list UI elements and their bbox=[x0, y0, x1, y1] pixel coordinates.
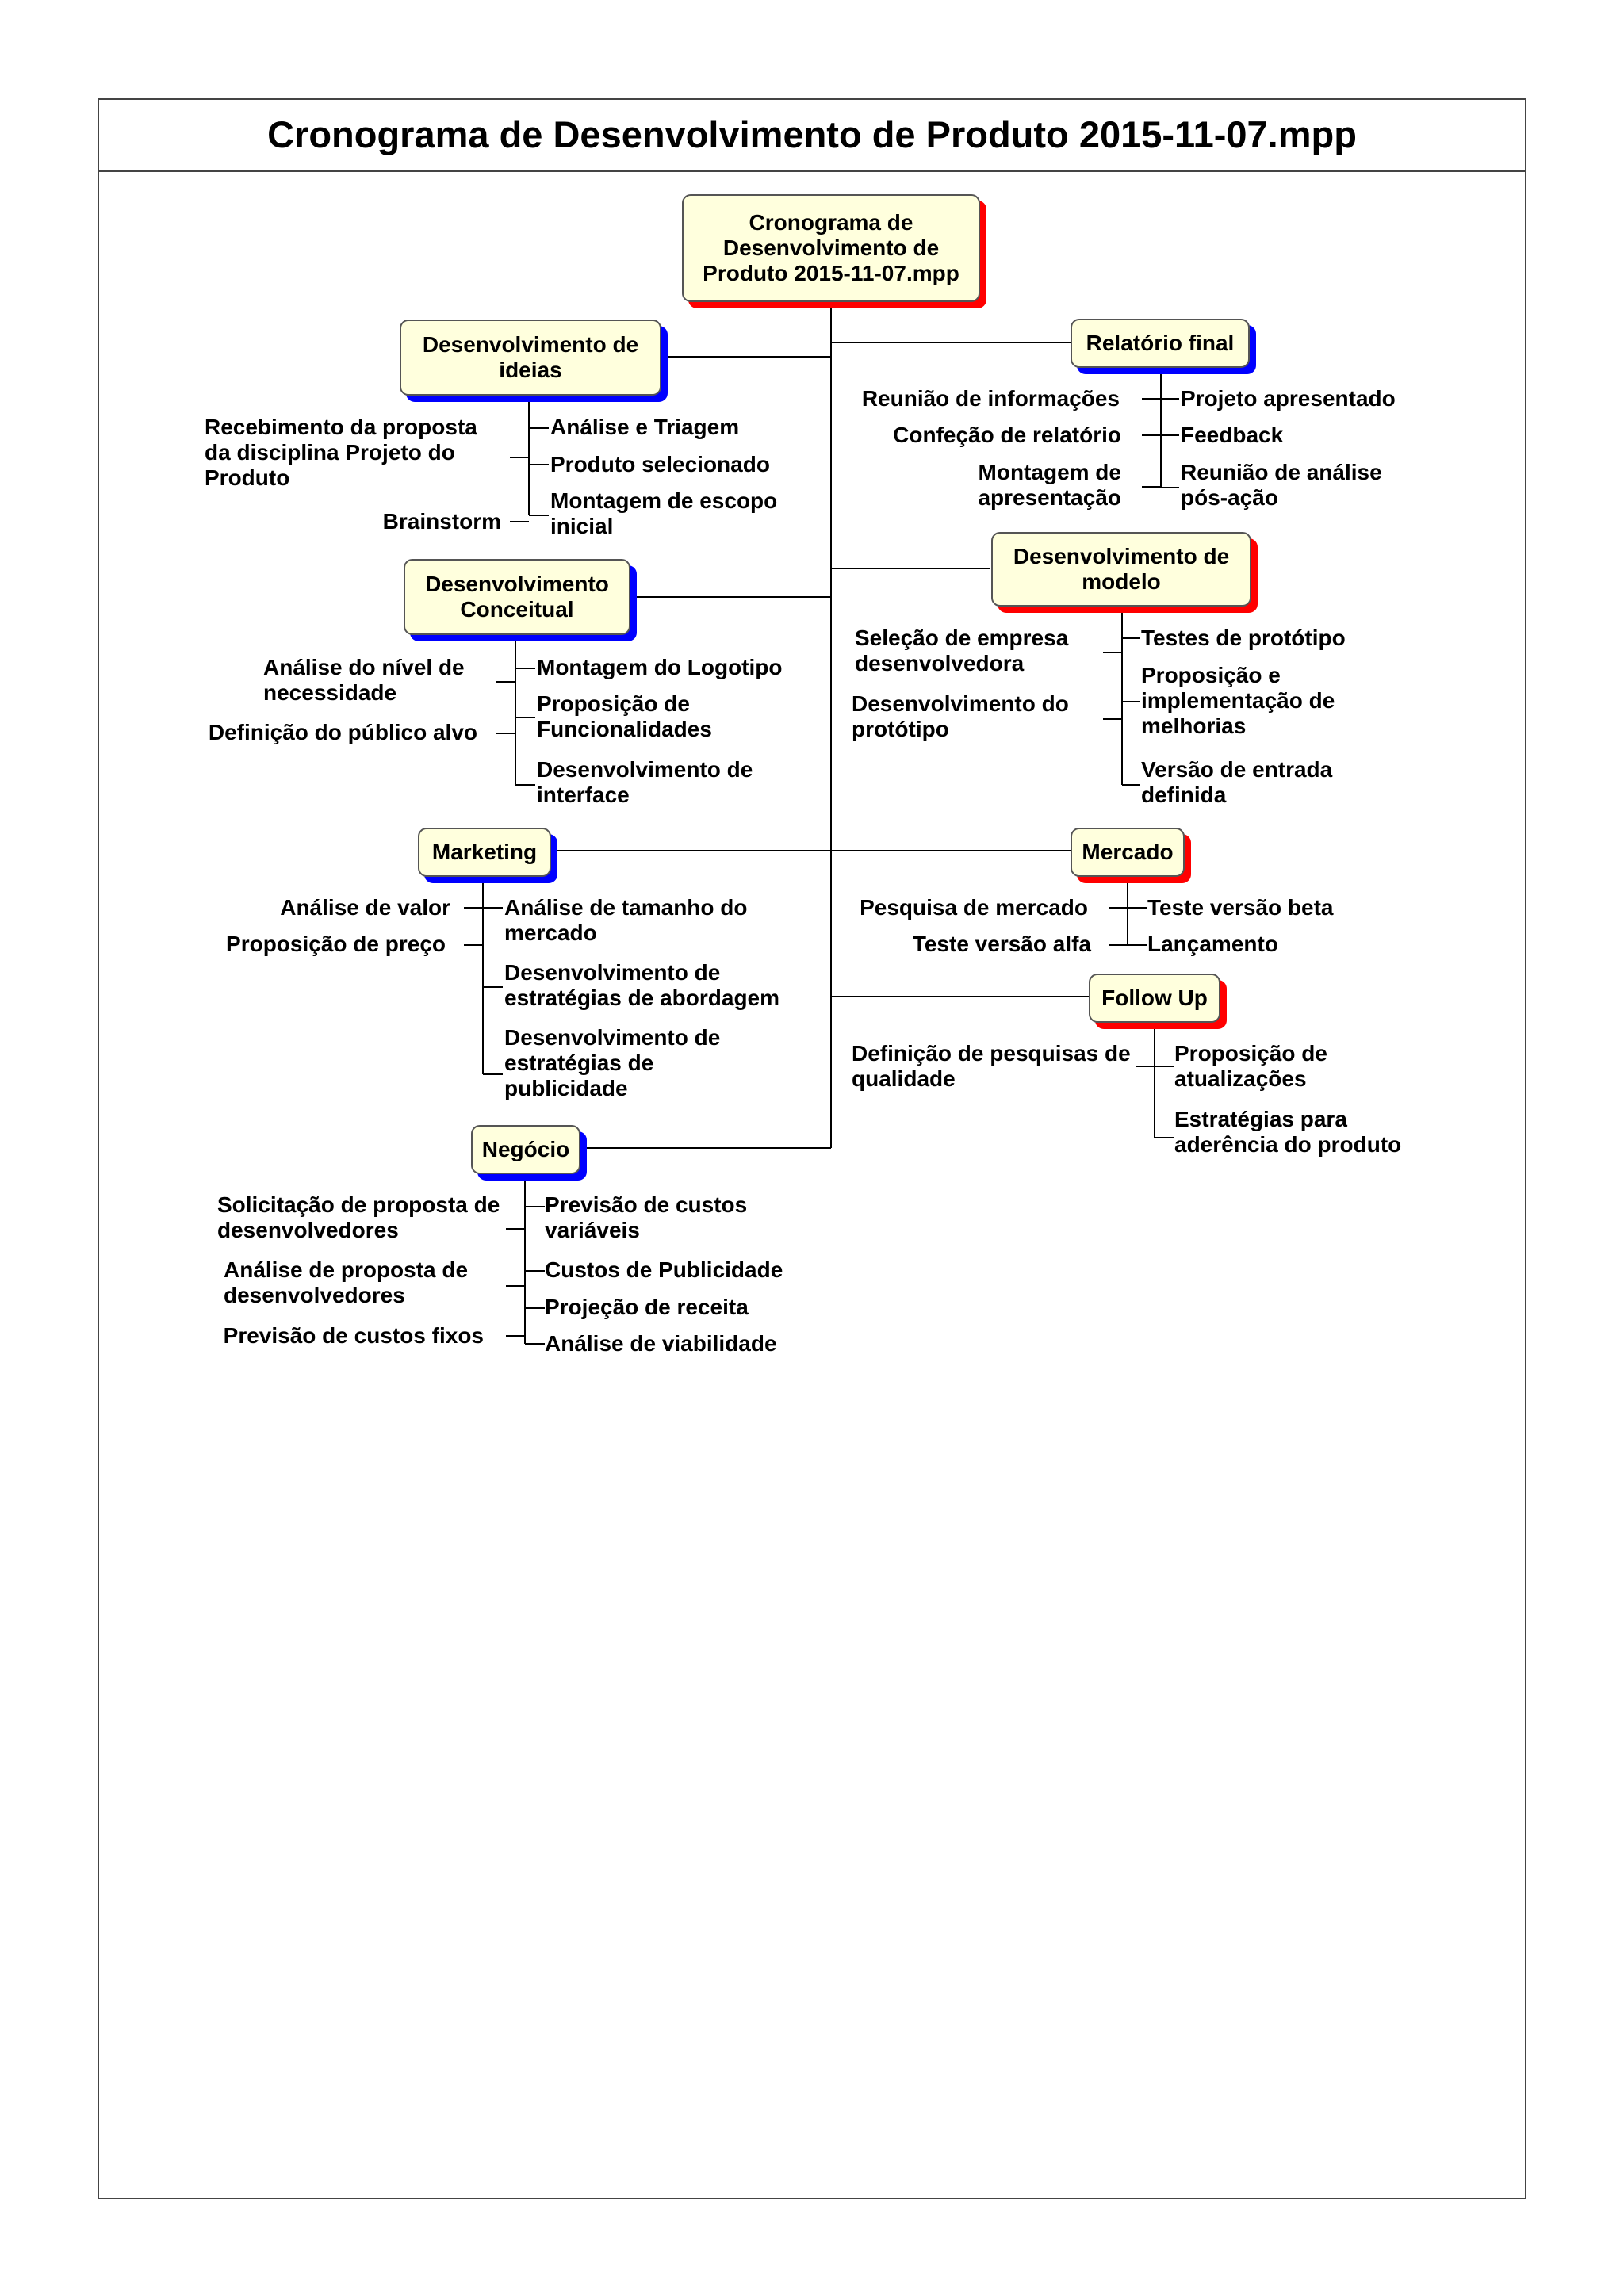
leaf-label: Montagem de escopo inicial bbox=[550, 488, 778, 538]
node-mercado[interactable]: Mercado bbox=[1071, 828, 1185, 877]
leaf-label: Estratégias para aderência do produto bbox=[1174, 1107, 1402, 1157]
node-desenvolvimento-conceitual[interactable]: Desenvolvimento Conceitual bbox=[404, 559, 630, 635]
leaf-label: Produto selecionado bbox=[550, 452, 770, 476]
leaf-label: Definição de pesquisas de qualidade bbox=[852, 1041, 1131, 1091]
node-negocio[interactable]: Negócio bbox=[471, 1125, 580, 1174]
leaf-label: Teste versão beta bbox=[1147, 895, 1334, 920]
leaf-label: Desenvolvimento de estratégias de abordagem bbox=[504, 960, 780, 1010]
node-follow-up[interactable]: Follow Up bbox=[1089, 974, 1220, 1023]
node-desenvolvimento-de-ideias[interactable]: Desenvolvimento de ideias bbox=[400, 320, 661, 396]
leaf-label: Feedback bbox=[1181, 423, 1284, 447]
leaf-label: Versão de entrada definida bbox=[1141, 757, 1333, 807]
leaf-label: Confeção de relatório bbox=[893, 423, 1121, 447]
leaf-label: Pesquisa de mercado bbox=[860, 895, 1088, 920]
leaf-label: Análise de valor bbox=[280, 895, 450, 920]
leaf-label: Solicitação de proposta de desenvolvedores bbox=[217, 1192, 500, 1242]
node-marketing[interactable]: Marketing bbox=[418, 828, 551, 877]
leaf-label: Seleção de empresa desenvolvedora bbox=[855, 626, 1069, 675]
leaf-label: Custos de Publicidade bbox=[545, 1257, 783, 1282]
leaf-label: Montagem de apresentação bbox=[978, 460, 1121, 510]
leaf-label: Reunião de análise pós-ação bbox=[1181, 460, 1382, 510]
leaf-label: Teste versão alfa bbox=[912, 932, 1091, 956]
leaf-label: Reunião de informações bbox=[861, 386, 1120, 411]
leaf-label: Desenvolvimento de estratégias de publicidade bbox=[504, 1025, 721, 1100]
leaf-label: Análise de proposta de desenvolvedores bbox=[224, 1257, 469, 1307]
leaf-label: Lançamento bbox=[1147, 932, 1278, 956]
leaf-label: Projeção de receita bbox=[545, 1295, 749, 1319]
leaf-label: Definição do público alvo bbox=[208, 720, 477, 744]
node-desenvolvimento-de-modelo[interactable]: Desenvolvimento de modelo bbox=[991, 532, 1251, 607]
leaf-label: Análise do nível de necessidade bbox=[263, 655, 465, 705]
leaf-label: Testes de protótipo bbox=[1141, 626, 1346, 650]
root-node[interactable]: Cronograma de Desenvolvimento de Produto 2015-11-07.mpp bbox=[682, 194, 980, 302]
leaf-label: Desenvolvimento de interface bbox=[537, 757, 753, 807]
leaf-label: Proposição de atualizações bbox=[1174, 1041, 1327, 1091]
leaf-label: Proposição de preço bbox=[226, 932, 446, 956]
node-relatorio-final[interactable]: Relatório final bbox=[1071, 319, 1250, 368]
leaf-label: Brainstorm bbox=[382, 509, 501, 534]
leaf-label: Desenvolvimento do protótipo bbox=[852, 691, 1069, 741]
leaf-label: Previsão de custos variáveis bbox=[545, 1192, 748, 1242]
leaf-label: Proposição e implementação de melhorias bbox=[1141, 663, 1335, 738]
leaf-label: Análise e Triagem bbox=[550, 415, 740, 439]
leaf-label: Análise de viabilidade bbox=[545, 1331, 777, 1356]
leaf-label: Previsão de custos fixos bbox=[223, 1323, 484, 1348]
leaf-label: Recebimento da proposta da disciplina Projeto do Produto bbox=[205, 415, 477, 490]
leaf-label: Análise de tamanho do mercado bbox=[504, 895, 748, 945]
leaf-label: Projeto apresentado bbox=[1181, 386, 1396, 411]
page-title: Cronograma de Desenvolvimento de Produto 2015-11-07.mpp bbox=[267, 113, 1357, 155]
leaf-label: Montagem do Logotipo bbox=[537, 655, 783, 679]
leaf-label: Proposição de Funcionalidades bbox=[537, 691, 712, 741]
